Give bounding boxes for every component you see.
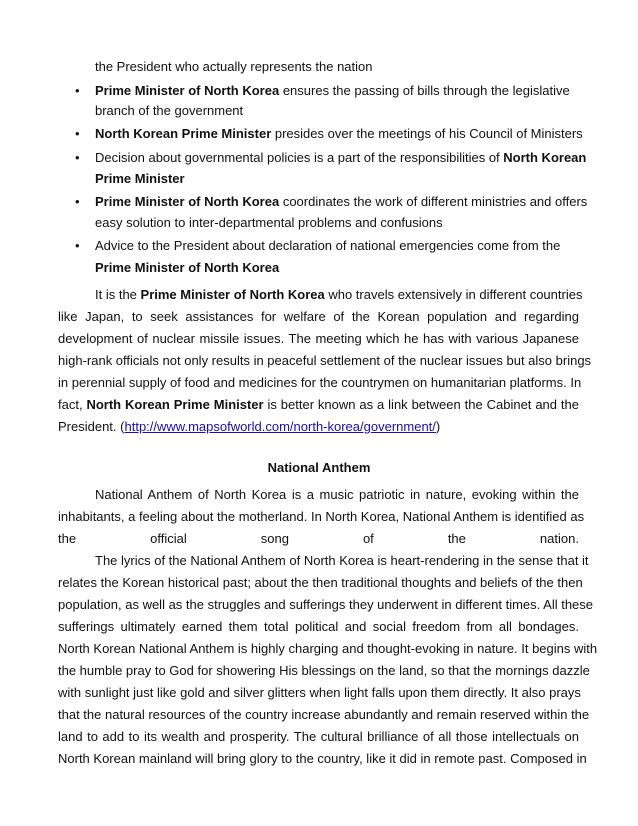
- list-item: Prime Minister of North Korea ensures the passing of bills through the legislative: [95, 83, 570, 98]
- bullet-icon: •: [75, 194, 80, 209]
- paragraph-line: relates the Korean historical past; about the then traditional thoughts and beliefs of the then: [58, 575, 583, 590]
- list-item: Decision about governmental policies is a part of the responsibilities of North Korean: [95, 150, 587, 165]
- list-item-continuation: branch of the government: [95, 103, 244, 118]
- paragraph-line: in perennial supply of food and medicines for the countrymen on humanitarian platforms. In: [58, 375, 582, 390]
- source-link[interactable]: http://www.mapsofworld.com/north-korea/government/: [124, 419, 436, 434]
- paragraph-line: development of nuclear missile issues. The meeting which he has with various Japanese: [58, 331, 579, 346]
- paragraph-line: National Anthem of North Korea is a music patriotic in nature, evoking within the: [95, 487, 579, 502]
- paragraph-line: fact, North Korean Prime Minister is better known as a link between the Cabinet and the: [58, 397, 579, 412]
- bullet-icon: •: [75, 126, 80, 141]
- list-item-continuation: Prime Minister of North Korea: [95, 260, 280, 275]
- list-item-continuation: easy solution to inter-departmental problems and confusions: [95, 215, 443, 230]
- list-item: Prime Minister of North Korea coordinates the work of different ministries and offers: [95, 194, 588, 209]
- paragraph-line: the official song of the nation.: [58, 531, 579, 546]
- paragraph-line: land to add to its wealth and prosperity. The cultural brilliance of all those intellectuals on: [58, 729, 579, 744]
- bullet-icon: •: [75, 150, 80, 165]
- bullet-icon: •: [75, 238, 80, 253]
- paragraph-line: the humble pray to God for showering His blessings on the land, so that the mornings dazzle: [58, 663, 590, 678]
- list-continuation-line: the President who actually represents the nation: [95, 59, 373, 74]
- paragraph-line: that the natural resources of the country increase abundantly and remain reserved within the: [58, 707, 590, 722]
- section-heading: National Anthem: [267, 460, 371, 475]
- paragraph-line: like Japan, to seek assistances for welfare of the Korean population and regarding: [58, 309, 579, 324]
- paragraph-line: It is the Prime Minister of North Korea who travels extensively in different countries: [95, 287, 583, 302]
- paragraph-line: sufferings ultimately earned them total political and social freedom from all bondages.: [58, 619, 579, 634]
- paragraph-line: population, as well as the struggles and sufferings they underwent in different times. All these: [58, 597, 594, 612]
- paragraph-line: North Korean mainland will bring glory to the country, like it did in remote past. Composed in: [58, 751, 587, 766]
- paragraph-line: North Korean National Anthem is highly charging and thought-evoking in nature. It begins with: [58, 641, 598, 656]
- list-item: Advice to the President about declaration of national emergencies come from the: [95, 238, 561, 253]
- paragraph-line: President. (http://www.mapsofworld.com/north-korea/government/): [58, 419, 441, 434]
- paragraph-line: inhabitants, a feeling about the motherland. In North Korea, National Anthem is identified as: [58, 509, 585, 524]
- paragraph-line: high-rank officials not only results in peaceful settlement of the nuclear issues but also brings: [58, 353, 592, 368]
- list-item: North Korean Prime Minister presides over the meetings of his Council of Ministers: [95, 126, 583, 141]
- paragraph-line: The lyrics of the National Anthem of North Korea is heart-rendering in the sense that it: [95, 553, 589, 568]
- paragraph-line: with sunlight just like gold and silver glitters when light falls upon them directly. It also prays: [58, 685, 581, 700]
- list-item-continuation: Prime Minister: [95, 171, 185, 186]
- bullet-icon: •: [75, 83, 80, 98]
